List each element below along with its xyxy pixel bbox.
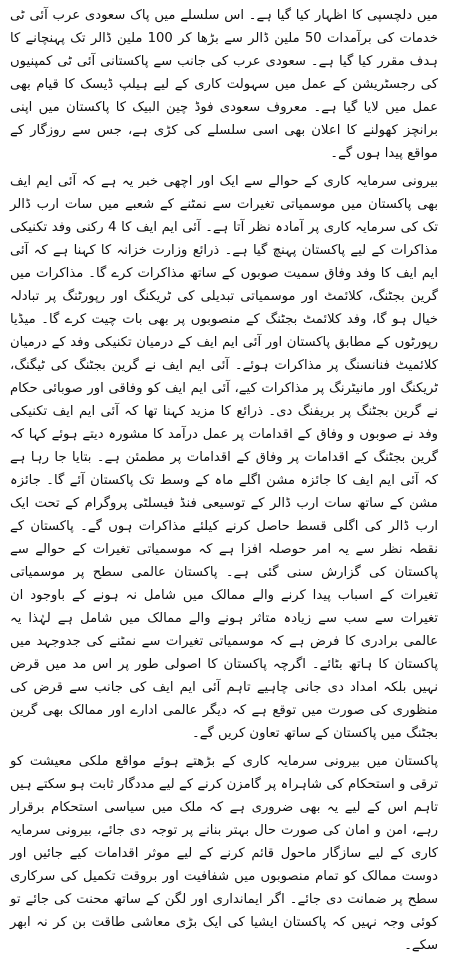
article-paragraph-2: بیرونی سرمایہ کاری کے حوالے سے ایک اور اچھی خبر یہ ہے کہ آئی ایم ایف بھی پاکستان میں موسمیاتی تغیرات سے نمٹنے کے شعبے میں سات ارب ڈالر تک کی سرمایہ کاری پر آمادہ نظر آتا ہے۔ آئی ایم ایف کا 4 رکنی وفد تکنیکی مذاکرات کے لیے پاکستان پہنچ گیا ہے۔ ذرائع وزارت خزانہ کا کہنا ہے کہ آئی ایم ایف کا وفد وفاق سمیت صوبوں کے ساتھ مذاکرات کرے گا۔ مذاکرات میں گرین بجٹنگ، کلائمٹ اور موسمیاتی تبدیلی کی ٹریکنگ اور رپورٹنگ پر تبادلہ خیال ہو گا، وفد کلائمٹ بجٹنگ کے منصوبوں پر بھی بات چیت کرے گا۔ میڈیا رپورٹوں کے مطابق پاکستان اور آئی ایم ایف کے درمیان تکنیکی وفد کے درمیان کلائمیٹ فنانسنگ پر مذاکرات ہوئے۔ آئی ایم ایف نے گرین بجٹنگ کی ٹیگنگ، ٹریکنگ اور مانیٹرنگ پر مذاکرات کیے، آئی ایم ایف کو وفاقی اور صوبائی حکام نے گرین بجٹنگ پر بریفنگ دی۔ ذرائع کا مزید کہنا تھا کہ آئی ایم ایف تکنیکی وفد نے صوبوں و وفاق کے اقدامات پر عمل درآمد کا مشورہ دیتے ہوئے کہا کہ گرین بجٹنگ کے اقدامات پر وفاق کے اقدامات پر مطمئن ہے۔ بتایا جا رہا ہے کہ آئی ایم ایف کا جائزہ مشن اگلے ماہ کے وسط تک پاکستان آئے گا۔ جائزہ مشن کے ساتھ سات ارب ڈالر کے توسیعی فنڈ فیسلٹی پروگرام کے تحت ایک ارب ڈالر کی اگلی قسط حاصل کرنے کیلئے مذاکرات ہوں گے۔ پاکستان کے نقطہ نظر سے یہ امر حوصلہ افزا ہے کہ موسمیاتی تغیرات کے حوالے سے پاکستان کی گزارش سنی گئی ہے۔ پاکستان عالمی سطح پر موسمیاتی تغیرات کے اسباب پیدا کرنے والے ممالک میں شامل نہ ہونے کے باوجود ان تغیرات سے سب سے زیادہ متاثر ہونے والے ممالک میں شامل ہے لہٰذا یہ عالمی برادری کا فرض ہے کہ موسمیاتی تغیرات سے نمٹنے کی جدوجہد میں پاکستان کا ہاتھ بٹائے۔ اگرچہ پاکستان کا اصولی طور پر اس مد میں قرض نہیں بلکہ امداد دی جانی چاہیے تاہم آئی ایم ایف کی جانب سے قرض کی منظوری کی صورت میں توقع ہے کہ دیگر عالمی ادارے اور ممالک بھی گرین بجٹنگ میں پاکستان کے ساتھ تعاون کریں گے۔ [10,174,438,741]
article-paragraph-3: پاکستان میں بیرونی سرمایہ کاری کے بڑھتے ہوئے مواقع ملکی معیشت کو ترقی و استحکام کی شاہراہ پر گامزن کرنے کے لیے مددگار ثابت ہو سکتے ہیں تاہم اس کے لیے یہ بھی ضروری ہے کہ ملک میں سیاسی استحکام برقرار رہے، امن و امان کی صورت حال بہتر بنانے پر توجہ دی جائے، بیرونی سرمایہ کاری کے لیے سازگار ماحول قائم کرنے کے لیے موثر اقدامات کیے جائیں اور دوست ممالک کو تمام منصوبوں میں شفافیت اور بروقت تکمیل کی سرکاری سطح پر ضمانت دی جائے۔ اگر ایمانداری اور لگن کے ساتھ محنت کی جائے تو کوئی وجہ نہیں کہ پاکستان ایشیا کی ایک بڑی معاشی طاقت بن کر نہ ابھر سکے۔ [10,754,438,953]
article-paragraph-1: میں دلچسپی کا اظہار کیا گیا ہے۔ اس سلسلے میں پاک سعودی عرب آئی ٹی خدمات کی برآمدات 50 ملین ڈالر سے بڑھا کر 100 ملین ڈالر تک پہنچانے کا ہدف مقرر کیا گیا ہے۔ سعودی عرب کی جانب سے پاکستانی آئی ٹی کمپنیوں کی رجسٹریشن کے عمل میں سہولت کاری کے لیے ہیلپ ڈیسک کا قیام بھی عمل میں لایا گیا ہے۔ معروف سعودی فوڈ چین البیک کا پاکستان میں اپنی برانچز کھولنے کا اعلان بھی اسی سلسلے کی کڑی ہے، جس سے روزگار کے مواقع پیدا ہوں گے۔ [10,8,438,161]
